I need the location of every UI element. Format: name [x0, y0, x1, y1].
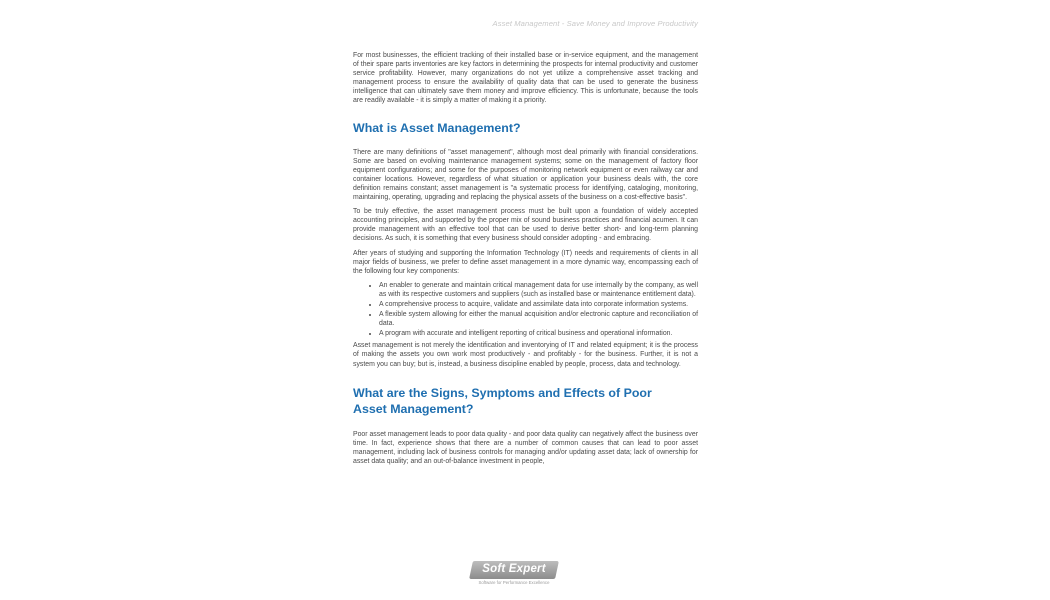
body-paragraph: Poor asset management leads to poor data quality - and poor data quality can negatively affect the business over time. In fact, experience shows that there are a number of common causes that can lead to poor asset management, including lack of business controls for managing and/or updating asset data; lack of ownership for asset data quality; and an out-of-balance investment in people,: [353, 430, 699, 465]
section-heading-what-is: What is Asset Management?: [353, 120, 521, 135]
body-paragraph: To be truly effective, the asset management process must be built upon a foundation of widely accepted accounting principles, and supported by the proper mix of sound business practices and financial acumen. It can provide management with an effective tool that can be used to derive better short- and long-term planning decisions. As such, it is something that every business should consider adopting - and embracing.: [353, 208, 698, 243]
list-item: • A comprehensive process to acquire, validate and assimilate data into corporate information systems.: [379, 300, 698, 309]
section-heading-signs: [353, 385, 698, 417]
heading-line-1: What are the Signs, Symptoms and Effects of Poor: [353, 385, 652, 400]
softexpert-logo: [471, 561, 557, 587]
logo-tagline: Software for Performance Excellence: [478, 580, 550, 585]
body-paragraph: There are many definitions of "asset management", although most deal primarily with financial considerations. Some are based on evolving maintenance management systems; some on the management of factory floor equipment configurations; and some for the purposes of monitoring network equipment or even railway car and container locations. However, regardless of what situation or application your business deals with, the core definition remains constant; asset management is "a systematic process for identifying, cataloging, monitoring, maintaining, operating, upgrading and replacing the physical assets of the business on a cost-effective basis".: [353, 148, 698, 202]
components-list: [353, 281, 698, 339]
heading-line-2: Asset Management?: [353, 401, 474, 416]
body-paragraph: Asset management is not merely the identification and inventorying of IT and related equipment; it is the process of making the assets you own work most productively - and profitably - for the business. Further, it is not a system you can buy; but is, instead, a business discipline enabled by people, process, data and technology.: [353, 342, 698, 368]
logo-text: Soft Expert: [482, 563, 546, 575]
list-item: • A flexible system allowing for either the manual acquisition and/or electronic capture and reconciliation of data.: [379, 310, 698, 328]
document-body: [353, 51, 698, 471]
list-item: • An enabler to generate and maintain critical management data for use internally by the company, as well as with its respective customers and suppliers (such as installed base or maintenance entitlement data).: [379, 281, 698, 299]
list-item: • A program with accurate and intelligent reporting of critical business and operational information.: [379, 329, 698, 338]
body-paragraph: After years of studying and supporting the Information Technology (IT) needs and requirements of clients in all major fields of business, we prefer to define asset management in a more dynamic way, encompassing each of the following four key components:: [353, 249, 698, 275]
running-header: Asset Management - Save Money and Improve Productivity: [492, 19, 698, 28]
intro-paragraph: For most businesses, the efficient tracking of their installed base or in-service equipment, and the management of their spare parts inventories are key factors in determining the prospects for internal productivity and customer service profitability. However, many organizations do not yet utilize a comprehensive asset tracking and management process to ensure the availability of quality data that can be used to generate the business intelligence that can ultimately save them money and improve efficiency. This is unfortunate, because the tools are readily available - it is simply a matter of making it a priority.: [353, 52, 698, 105]
